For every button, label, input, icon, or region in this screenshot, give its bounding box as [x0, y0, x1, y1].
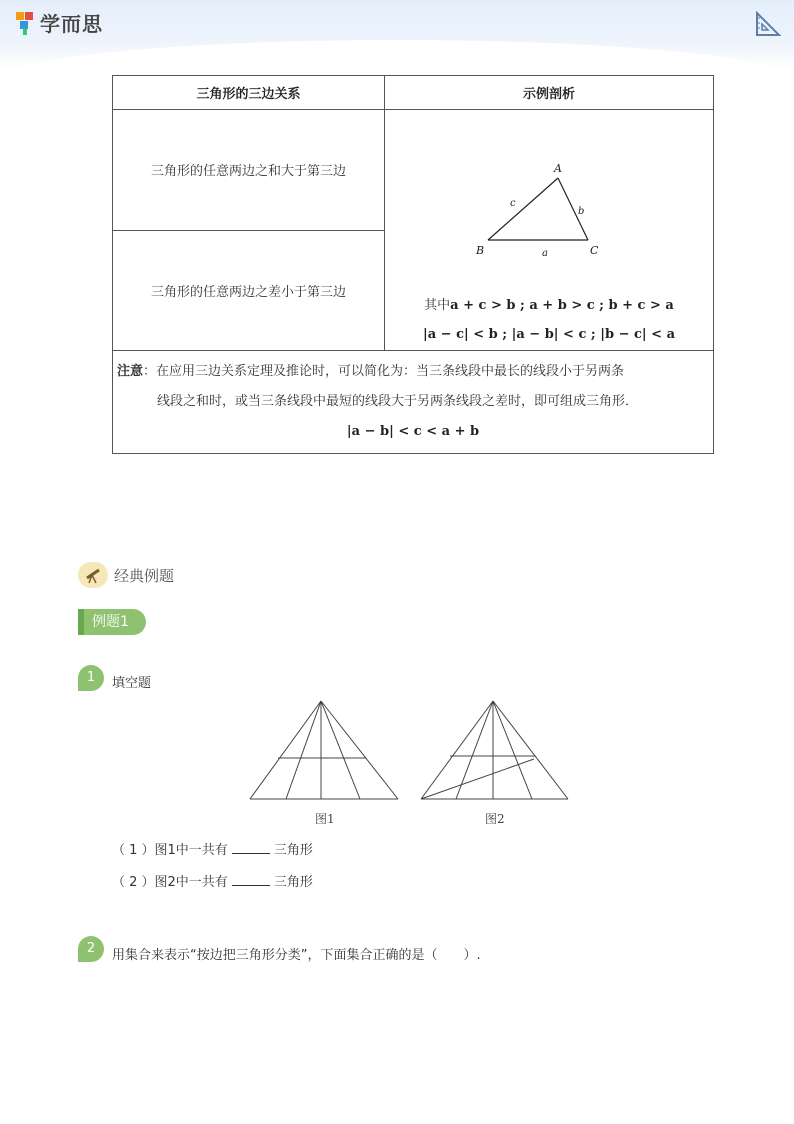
- sub-question-1-suffix: 三角形: [273, 843, 313, 858]
- question-text: 填空题: [112, 676, 152, 691]
- rule-sum: 三角形的任意两边之和大于第三边: [113, 110, 385, 231]
- triangle-figures: [248, 697, 578, 807]
- note-formula: |a − b| < c < a + b: [346, 424, 480, 439]
- sub-question-1-prefix: （ 1 ）图1中一共有: [112, 843, 228, 858]
- ineq-line1: a + c > b ; a + b > c ; b + c > a: [450, 298, 674, 313]
- vertex-B: B: [476, 244, 485, 257]
- triangle-relations-table: [112, 75, 714, 454]
- telescope-icon: [78, 562, 108, 588]
- question-number-badge-2: 2: [78, 936, 104, 962]
- inequalities-diff: |a − c| < b ; |a − b| < c ; |b − c| < a: [422, 327, 676, 342]
- note-line2: 线段之和时，或当三条线段中最短的线段大于另两条线段之差时，即可组成三角形．: [157, 394, 639, 409]
- answer-blank-1[interactable]: [232, 842, 270, 854]
- example-triangle-figure: [476, 158, 620, 268]
- note-cell: [113, 351, 714, 454]
- side-c: c: [510, 198, 516, 209]
- note-line1: ：在应用三边关系定理及推论时，可以简化为：当三条线段中最长的线段小于另两条: [143, 364, 625, 379]
- figure-1: [250, 701, 398, 799]
- figure-1-label: 图1: [315, 812, 335, 826]
- sub-question-2-suffix: 三角形: [273, 875, 313, 890]
- vertex-A: A: [554, 162, 562, 175]
- sub-question-1: [112, 839, 313, 858]
- note-label: 注意: [117, 364, 144, 379]
- logo-mark-icon: [14, 10, 36, 36]
- example-cell: [385, 110, 714, 351]
- logo-text: 学而思: [40, 12, 103, 36]
- ruler-triangle-icon: [754, 10, 782, 38]
- side-a: a: [542, 248, 548, 259]
- inequalities-sum: [385, 294, 713, 313]
- figure-2-label: 图2: [485, 812, 505, 826]
- section-title: 经典例题: [114, 566, 175, 585]
- question-text-2: 用集合来表示“按边把三角形分类”，下面集合正确的是（ ）.: [112, 948, 481, 963]
- col-header-example: 示例剖析: [385, 76, 714, 110]
- rule-difference: 三角形的任意两边之差小于第三边: [113, 230, 385, 351]
- side-b: b: [578, 206, 585, 217]
- ineq-prefix: 其中: [424, 298, 451, 313]
- vertex-C: C: [590, 244, 599, 257]
- figure-2: [421, 701, 568, 799]
- sub-question-2-prefix: （ 2 ）图2中一共有: [112, 875, 228, 890]
- answer-blank-2[interactable]: [232, 874, 270, 886]
- logo: [14, 8, 103, 37]
- question-number-badge: 1: [78, 665, 104, 691]
- sub-question-2: [112, 871, 313, 890]
- section-classic-examples: [78, 562, 174, 588]
- example-tab: 例题1: [78, 609, 146, 635]
- col-header-relation: 三角形的三边关系: [113, 76, 385, 110]
